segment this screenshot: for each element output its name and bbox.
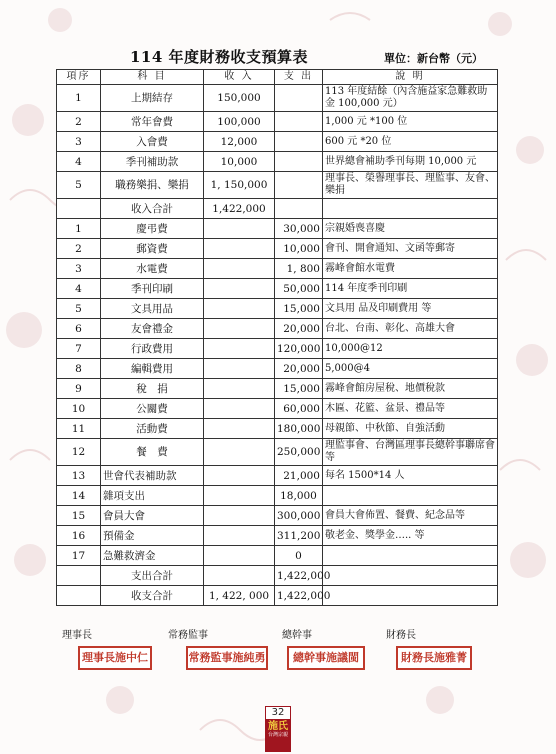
row-note: 5,000@4 [323, 359, 498, 379]
page-title: 114 年度財務收支預算表 [130, 48, 309, 66]
row-note: 理事長、榮譽理事長、理監事、友會、樂捐 [323, 172, 498, 199]
row-income [204, 379, 275, 399]
row-income: 12,000 [204, 132, 275, 152]
role-secretary: 總幹事 [282, 630, 312, 641]
row-income: 1, 422, 000 [204, 586, 275, 606]
row-no: 2 [57, 112, 101, 132]
table-row [57, 419, 498, 439]
row-note [323, 199, 498, 219]
row-note: 114 年度季刊印刷 [323, 279, 498, 299]
secretary-seal: 總幹事施議閩 [287, 646, 365, 670]
row-item: 常年會費 [101, 112, 204, 132]
table-row [57, 506, 498, 526]
row-expense: 1, 800 [275, 259, 323, 279]
row-expense: 15,000 [275, 299, 323, 319]
row-item: 上期結存 [101, 85, 204, 112]
row-note [323, 486, 498, 506]
row-note: 會員大會佈置、餐費、紀念品等 [323, 506, 498, 526]
row-income: 100,000 [204, 112, 275, 132]
row-no: 14 [57, 486, 101, 506]
row-expense: 250,000 [275, 439, 323, 466]
row-no: 3 [57, 259, 101, 279]
table-row [57, 486, 498, 506]
table-row [57, 259, 498, 279]
table-row [57, 319, 498, 339]
row-note: 每名 1500*14 人 [323, 466, 498, 486]
row-expense: 50,000 [275, 279, 323, 299]
row-no: 16 [57, 526, 101, 546]
row-note: 會刊、開會通知、文函等郵寄 [323, 239, 498, 259]
row-no: 4 [57, 279, 101, 299]
row-note: 文具用 品及印刷費用 等 [323, 299, 498, 319]
row-item: 雜項支出 [101, 486, 204, 506]
row-note: 敬老金、獎學金….. 等 [323, 526, 498, 546]
table-row [57, 439, 498, 466]
row-income [204, 566, 275, 586]
row-income: 1,422,000 [204, 199, 275, 219]
role-chairman: 理事長 [62, 630, 92, 641]
row-note: 母親節、中秋節、自強活動 [323, 419, 498, 439]
row-income: 1, 150,000 [204, 172, 275, 199]
chairman-seal: 理事長施中仁 [78, 646, 152, 670]
row-no: 2 [57, 239, 101, 259]
row-item: 職務樂捐、樂捐 [101, 172, 204, 199]
treasurer-seal: 財務長施雅菁 [396, 646, 472, 670]
row-no: 12 [57, 439, 101, 466]
table-row [57, 152, 498, 172]
row-expense: 18,000 [275, 486, 323, 506]
row-note [323, 546, 498, 566]
table-row [57, 85, 498, 112]
table-row [57, 219, 498, 239]
row-income [204, 399, 275, 419]
row-item: 活動費 [101, 419, 204, 439]
row-no: 9 [57, 379, 101, 399]
table-row [57, 299, 498, 319]
row-no: 5 [57, 172, 101, 199]
row-no: 1 [57, 219, 101, 239]
row-no: 7 [57, 339, 101, 359]
table-row [57, 339, 498, 359]
row-no: 5 [57, 299, 101, 319]
row-note: 宗親婚喪喜慶 [323, 219, 498, 239]
row-note: 10,000@12 [323, 339, 498, 359]
row-no: 1 [57, 85, 101, 112]
table-row [57, 379, 498, 399]
row-item: 季刊補助款 [101, 152, 204, 172]
row-item: 公關費 [101, 399, 204, 419]
supervisor-seal: 常務監事施純勇 [186, 646, 268, 670]
header-no: 項序 [57, 70, 101, 85]
row-expense [275, 199, 323, 219]
row-expense: 60,000 [275, 399, 323, 419]
table-row [57, 399, 498, 419]
row-income: 10,000 [204, 152, 275, 172]
role-supervisor: 常務監事 [168, 630, 208, 641]
header-note: 說 明 [323, 70, 498, 85]
row-item: 文具用品 [101, 299, 204, 319]
unit-label: 單位：新台幣（元） [384, 52, 483, 65]
row-note: 113 年度結餘（內含施益家急難救助金 100,000 元） [323, 85, 498, 112]
row-income [204, 439, 275, 466]
row-income [204, 359, 275, 379]
row-expense: 21,000 [275, 466, 323, 486]
row-item: 餐 費 [101, 439, 204, 466]
row-expense: 10,000 [275, 239, 323, 259]
row-no: 4 [57, 152, 101, 172]
row-expense: 30,000 [275, 219, 323, 239]
header-expense: 支 出 [275, 70, 323, 85]
row-item: 預備金 [101, 526, 204, 546]
row-item: 行政費用 [101, 339, 204, 359]
table-row [57, 172, 498, 199]
row-expense [275, 85, 323, 112]
table-row [57, 526, 498, 546]
row-income: 150,000 [204, 85, 275, 112]
row-income [204, 486, 275, 506]
row-expense [275, 152, 323, 172]
grand-total-row [57, 586, 498, 606]
row-item: 收入合計 [101, 199, 204, 219]
row-item: 季刊印刷 [101, 279, 204, 299]
signature-labels [0, 626, 556, 640]
row-note: 1,000 元 *100 位 [323, 112, 498, 132]
table-row [57, 279, 498, 299]
row-income [204, 466, 275, 486]
row-income [204, 259, 275, 279]
header-item: 科 目 [101, 70, 204, 85]
row-no: 6 [57, 319, 101, 339]
header-income: 收 入 [204, 70, 275, 85]
row-expense [275, 112, 323, 132]
row-item: 編輯費用 [101, 359, 204, 379]
row-note: 台北、台南、彰化、高雄大會 [323, 319, 498, 339]
row-note: 霧峰會館房屋稅、地價稅款 [323, 379, 498, 399]
row-item: 慶弔費 [101, 219, 204, 239]
row-no [57, 586, 101, 606]
row-income [204, 506, 275, 526]
row-no: 15 [57, 506, 101, 526]
logo-text: 施氏 [268, 721, 288, 732]
row-income [204, 299, 275, 319]
row-expense: 311,200 [275, 526, 323, 546]
income-total-row [57, 199, 498, 219]
row-expense: 300,000 [275, 506, 323, 526]
row-note [323, 566, 498, 586]
table-row [57, 239, 498, 259]
row-item: 世會代表補助款 [101, 466, 204, 486]
row-income [204, 546, 275, 566]
row-income [204, 526, 275, 546]
table-row [57, 466, 498, 486]
row-expense: 0 [275, 546, 323, 566]
row-item: 稅 捐 [101, 379, 204, 399]
row-expense [275, 132, 323, 152]
table-row [57, 546, 498, 566]
row-note: 霧峰會館水電費 [323, 259, 498, 279]
row-expense: 15,000 [275, 379, 323, 399]
row-item: 郵資費 [101, 239, 204, 259]
table-row [57, 132, 498, 152]
row-income [204, 279, 275, 299]
table-header-row [57, 70, 498, 85]
row-expense: 20,000 [275, 359, 323, 379]
row-note: 木匾、花籃、盆景、禮品等 [323, 399, 498, 419]
row-no: 10 [57, 399, 101, 419]
expense-total-row [57, 566, 498, 586]
row-item: 急難救濟金 [101, 546, 204, 566]
row-expense: 20,000 [275, 319, 323, 339]
row-note: 600 元 *20 位 [323, 132, 498, 152]
row-item: 水電費 [101, 259, 204, 279]
row-note: 世界總會補助季刊每期 10,000 元 [323, 152, 498, 172]
row-no: 3 [57, 132, 101, 152]
row-no: 17 [57, 546, 101, 566]
table-row [57, 112, 498, 132]
row-income [204, 219, 275, 239]
row-income [204, 319, 275, 339]
row-no [57, 199, 101, 219]
row-item: 入會費 [101, 132, 204, 152]
row-item: 友會禮金 [101, 319, 204, 339]
row-expense: 1,422,000 [275, 566, 323, 586]
row-no: 8 [57, 359, 101, 379]
row-expense: 120,000 [275, 339, 323, 359]
page-number: 32 [265, 706, 291, 720]
footer-logo [265, 706, 291, 752]
row-no [57, 566, 101, 586]
budget-table [56, 69, 498, 606]
row-no: 13 [57, 466, 101, 486]
row-expense: 180,000 [275, 419, 323, 439]
row-item: 會員大會 [101, 506, 204, 526]
row-income [204, 419, 275, 439]
row-item: 收支合計 [101, 586, 204, 606]
row-income [204, 239, 275, 259]
row-expense [275, 172, 323, 199]
row-income [204, 339, 275, 359]
logo-subtext: 台灣宗親 [267, 732, 288, 738]
table-row [57, 359, 498, 379]
row-note [323, 586, 498, 606]
row-no: 11 [57, 419, 101, 439]
row-item: 支出合計 [101, 566, 204, 586]
row-expense: 1,422,000 [275, 586, 323, 606]
role-treasurer: 財務長 [386, 630, 416, 641]
row-note: 理監事會、台灣區理事長總幹事聯席會等 [323, 439, 498, 466]
